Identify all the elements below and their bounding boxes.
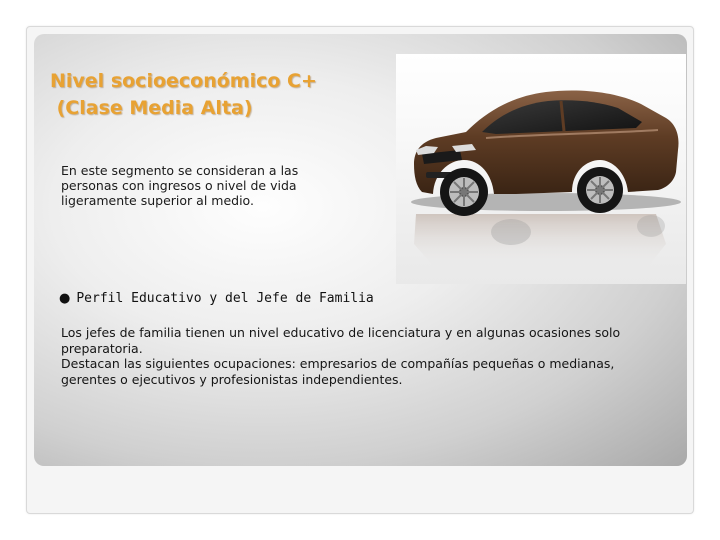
car-front-wheel bbox=[440, 168, 488, 216]
slide-title bbox=[50, 68, 317, 122]
bullet-dot: ● bbox=[59, 291, 71, 306]
bullet-heading-row bbox=[59, 291, 374, 307]
car-reflection bbox=[414, 214, 666, 269]
title-line-2: (Clase Media Alta) bbox=[50, 97, 253, 119]
car-photo bbox=[396, 54, 686, 284]
title-line-1: Nivel socioeconómico C+ bbox=[50, 70, 317, 92]
paragraph-occupations: Destacan las siguientes ocupaciones: empresarios de compañías pequeñas o medianas, gerentes o ejecutivos y profesionistas independientes. bbox=[61, 356, 615, 387]
intro-text: En este segmento se consideran a las personas con ingresos o nivel de vida ligeramente superior al medio. bbox=[61, 163, 299, 208]
bullet-heading: Perfil Educativo y del Jefe de Familia bbox=[76, 291, 374, 306]
paragraph-education: Los jefes de familia tienen un nivel educativo de licenciatura y en algunas ocasiones solo preparatoria. bbox=[61, 325, 621, 356]
car-rear-wheel bbox=[577, 167, 623, 213]
body-text bbox=[61, 325, 641, 387]
